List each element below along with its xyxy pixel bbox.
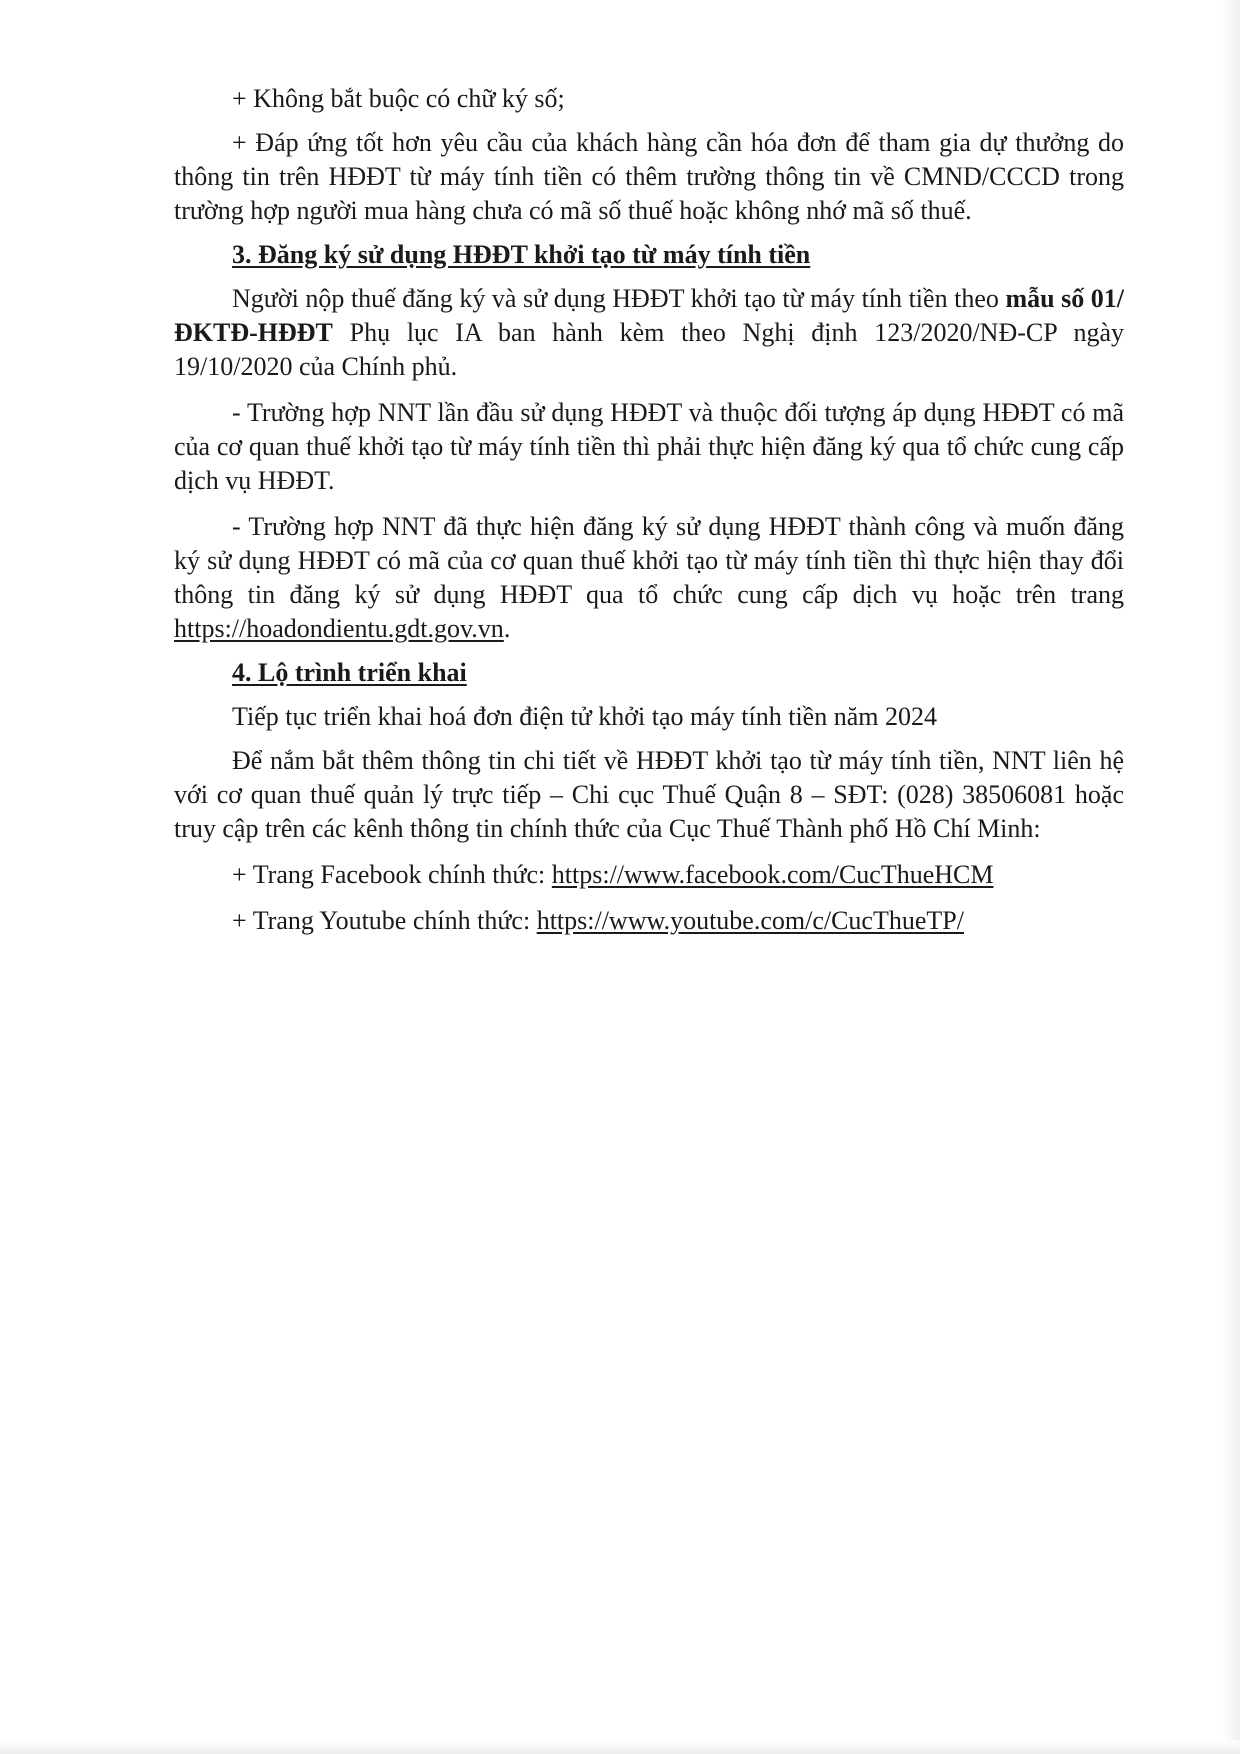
section-3-intro-before: Người nộp thuế đăng ký và sử dụng HĐĐT khởi tạo từ máy tính tiền theo	[232, 284, 1006, 313]
youtube-link[interactable]: https://www.youtube.com/c/CucThueTP/	[536, 906, 964, 935]
case-registered-end: .	[503, 614, 511, 643]
bullet-better-service: + Đáp ứng tốt hơn yêu cầu của khách hàng cần hóa đơn để tham gia dự thưởng do thông tin trên HĐĐT từ máy tính tiền có thêm trường thông tin về CMND/CCCD trong trường hợp người mua hàng chưa có mã số thuế hoặc không nhớ mã số thuế.	[174, 128, 1124, 225]
section-3-intro	[174, 282, 1124, 384]
section-3-heading	[174, 238, 1124, 272]
section-3-intro-after: Phụ lục IA ban hành kèm theo Nghị định 123/2020/NĐ-CP ngày 19/10/2020 của Chính phủ.	[174, 318, 1124, 381]
continue-text: Tiếp tục triển khai hoá đơn điện tử khởi tạo máy tính tiền năm 2024	[232, 702, 937, 731]
document-page	[174, 82, 1124, 938]
section-3-heading-text: 3. Đăng ký sử dụng HĐĐT khởi tạo từ máy tính tiền	[232, 240, 811, 269]
portal-link[interactable]: https://hoadondientu.gdt.gov.vn	[174, 614, 504, 643]
bullet-no-signature: + Không bắt buộc có chữ ký số;	[232, 84, 565, 113]
form-name: mẫu số 01/ĐKTĐ-HĐĐT	[174, 284, 1124, 347]
case-registered-before	[174, 510, 1124, 646]
contact-text: Để nắm bắt thêm thông tin chi tiết về HĐĐT khởi tạo từ máy tính tiền, NNT liên hệ với cơ quan thuế quản lý trực tiếp – Chi cục Thuế Quận 8 – SĐT: (028) 38506081 hoặc truy cập trên các kênh thông tin chính thức của Cục Thuế Thành phố Hồ Chí Minh:	[174, 746, 1124, 843]
scan-bottom-shadow	[0, 1740, 1240, 1754]
youtube-label: + Trang Youtube chính thức:	[232, 906, 537, 935]
section-4-heading-text: 4. Lộ trình triển khai	[232, 658, 467, 687]
scan-edge-shadow	[1222, 0, 1240, 1754]
facebook-link[interactable]: https://www.facebook.com/CucThueHCM	[551, 860, 994, 889]
facebook-label: + Trang Facebook chính thức:	[232, 860, 552, 889]
case-first-time: - Trường hợp NNT lần đầu sử dụng HĐĐT và thuộc đối tượng áp dụng HĐĐT có mã của cơ quan thuế khởi tạo từ máy tính tiền thì phải thực hiện đăng ký qua tổ chức cung cấp dịch vụ HĐĐT.	[174, 398, 1124, 495]
case-registered-before-text: - Trường hợp NNT đã thực hiện đăng ký sử dụng HĐĐT thành công và muốn đăng ký sử dụng HĐĐT có mã của cơ quan thuế khởi tạo từ máy tính tiền thì thực hiện thay đổi thông tin đăng ký sử dụng HĐĐT qua tổ chức cung cấp dịch vụ hoặc trên trang	[174, 512, 1124, 609]
section-4-heading	[174, 656, 1124, 690]
youtube-line	[174, 904, 1124, 938]
facebook-line	[174, 858, 1124, 892]
